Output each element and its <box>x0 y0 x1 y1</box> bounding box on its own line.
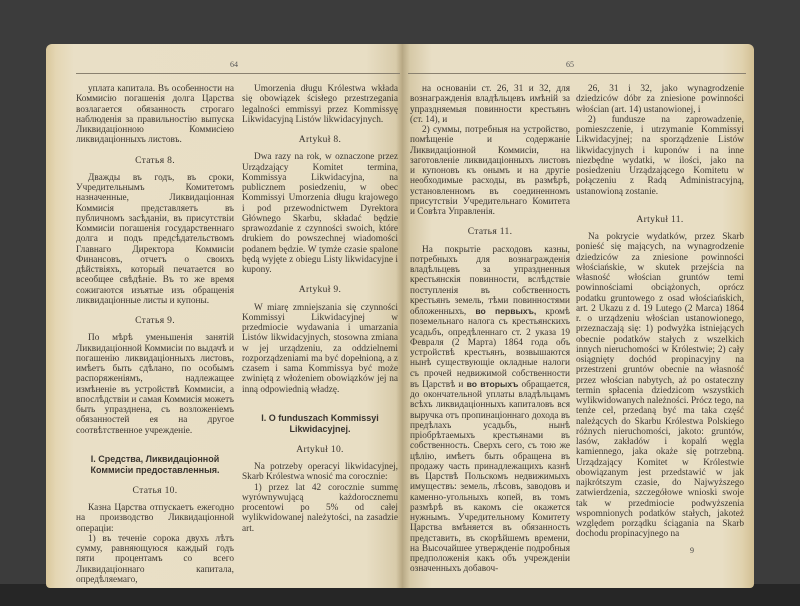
right-russian-column <box>410 84 570 575</box>
paragraph: уплата капитала. Въ особенности на Коммисію погашенія долга Царства возлагается обязанность строгаго наблюденія за правильностію выпуска Ликвидаціонною Коммисіею ликвидаціонныхъ листовъ. <box>76 84 234 146</box>
right-polish-column <box>576 84 744 540</box>
paragraph: Дважды въ годъ, въ сроки, Учредительнымъ Комитетомъ назначенные, Ликвидаціонная Коммисія представляетъ въ публичномъ засѣданіи, въ присутствіи Коммисіи погашенія государственнаго долга и подъ предсѣдательствомъ Главнаго Директора Коммисіи Финансовъ, отчетъ о своихъ дѣйствіяхъ, который печатается во всеобщее свѣдѣніе. Въ то же время сожигаются изъятые изъ обращенія ликвидаціонные листы и купоны. <box>76 172 234 306</box>
text-run: кромѣ поземельнаго налога съ крестьянскихъ усадьбъ, опредѣленнаго ст. 2 указа 19 Февраля (2 Марта) 1864 года объ устройствѣ крестьянъ, возвышаются нынѣ существующіе окладные налоги съ прочей недвижимой собственности въ Царствѣ и <box>410 307 570 390</box>
paragraph: 1) przez lat 42 corocznie summę wyrównywującą każdorocznemu procentowi po 5% od całej wylikwidowanej należytości, na zasadzie art. <box>242 482 398 534</box>
header-rule-left <box>76 73 400 74</box>
printer-signature-mark: 9 <box>690 546 694 555</box>
bold-text: во вторыхъ <box>466 378 519 389</box>
paragraph: W miarę zmniejszania się czynności Kommissyi Likwidacyjnej w przedmiocie wydawania i umarzania Listów likwidacyjnych, stosowna zmiana w jej urządzeniu, za oddzielnemi rozporządzeniami ma być dopełnioną, a z czasem i sama Kommissya być może zwiniętą z włożeniem obowiązków jej na inną odpowiednią władzę. <box>242 302 398 395</box>
page-number-right: 65 <box>566 60 574 69</box>
article-heading: Artykuł 11. <box>636 213 684 225</box>
header-rule-right <box>408 73 746 74</box>
section-heading: I. Средства, Ликвидаціонной Коммисіи предоставленныя. <box>90 453 220 475</box>
paragraph: 2) fundusze na zaprowadzenie, pomieszczenie, i utrzymanie Kommissyi Likwidacyjnej; na sporządzenie Listów likwidacyjnych i kuponów i na inne niezbędne wydatki, w ilości, jako na posiedzeniu Urządzającego Komitetu w połączeniu z Radą Administracyjną, ustanowioną zostanie. <box>576 114 744 197</box>
article-heading: Статья 9. <box>135 315 175 326</box>
bold-text: во первыхъ, <box>475 306 537 316</box>
text-run: обращается, до окончательной уплаты владѣльцамъ всѣхъ ликвидаціонныхъ капиталовъ вся выручка отъ пропинаціоннаго дохода въ предѣлахъ усадьбъ, нынѣ пріобрѣтаемыхъ крестьянами въ собственность. Сверхъ сего, съ тою же цѣлію, имѣетъ быть обращена въ продажу часть принадлежащихъ казнѣ въ Царствѣ Польскомъ недвижимыхъ имуществъ: земель, лѣсовъ, заводовъ и каменно-угольныхъ копей, въ томъ размѣрѣ въ какомъ сіе окажется нужнымъ. Учредительному Комитету Царства вмѣняется въ обязанность представить, въ скорѣйшемъ времени, на Высочайшее утвержденіе подробныя предположенія какъ объ учрежденіи означенныхъ добавоч- <box>410 379 570 575</box>
article-heading: Статья 11. <box>467 226 513 238</box>
text-run: На покрытіе расходовъ казны, потребныхъ для вознагражденія владѣльцевъ за упраздненныя крестьянскія повинности, вслѣдствіе поступленія въ собственность крестьянъ земель, тѣми повинностями обложенныхъ, <box>410 244 570 317</box>
left-polish-column <box>242 84 398 534</box>
paragraph: Umorzenia długu Królestwa wkłada się obowiązek ścisłego przestrzegania legalności emmissyi przez Kommissyę Likwidacyjną Listów likwidacyjnych. <box>242 84 398 125</box>
paragraph <box>410 245 570 575</box>
page-number-left: 64 <box>230 60 238 69</box>
article-heading: Artykuł 10. <box>296 443 344 455</box>
paragraph: 1) въ теченіе сорока двухъ лѣтъ сумму, равняющуюся каждый годъ пяти процентамъ со всего Ликвидаціоннаго капитала, опредѣляемаго, <box>76 533 234 585</box>
article-heading: Artykuł 9. <box>298 284 342 296</box>
paragraph: на основаніи ст. 26, 31 и 32, для вознагражденія владѣльцевъ имѣній за упраздняемыя повинности крестьянъ (ст. 14), и <box>410 84 570 125</box>
left-russian-column <box>76 84 234 585</box>
article-heading: Статья 10. <box>132 484 178 496</box>
article-heading: Статья 8. <box>135 154 175 166</box>
paragraph: Na pokrycie wydatków, przez Skarb ponieść się mających, na wynagrodzenie dziedziców za zniesione powinności włościańskie, w skutek przejścia na własność włościan gruntów temi powinnościami obciążonych, oprócz podatku gruntowego z osad włościańskich, art. 2 Ukazu z d. 19 Lutego (2 Marca) 1864 r. o urządzeniu włościan ustanowionego, przeznaczają się: 1) podwyżka istniejących obecnie podatków stałych z wszelkich innych nieruchomości w Królestwie; 2) cały osiągnięty dochód propinacyjny na przestrzeni gruntów obecnie na własność przez włościan nabytych, aż po ostateczny termin spłacenia dziedzicom wszystkich wylikwidowanych należności. Prócz tego, na tenże cel, przedaną być ma taka część należących do Skarbu Królestwa Polskiego różnych nieruchomości, jakoto: gruntów, lasów, zakładów i kopalń węgla kamiennego, jaka okaże się potrzebną. Urządzający Komitet w Królestwie obowiązanym jest przedstawić w jak najkrótszym czasie, do Najwyższego zatwierdzenia, szczegółowe wnioski swoje tak w przedmiocie podwyższenia wspomnionych podatków stałych, jakoteż względem porządku ściągania na Skarb dochodu propinacyjnego na <box>576 232 744 540</box>
section-heading: I. O funduszach Kommissyi Likwidacyjnej. <box>261 412 379 434</box>
paragraph: Казна Царства отпускаетъ ежегодно на производство Ликвидаціонной операціи: <box>76 503 234 534</box>
paragraph: 2) суммы, потребныя на устройство, помѣщеніе и содержаніе Ликвидаціонной Коммисіи, на заготовленіе ликвидаціонныхъ листовъ и купоновъ къ онымъ и на другіе необходимые расходы, въ размѣрѣ, установленномъ въ соединенномъ присутствіи Учредительнаго Комитета и Совѣта Управленія. <box>410 125 570 217</box>
paragraph: Na potrzeby operacyi likwidacyjnej, Skarb Królestwa wnosić ma corocznie: <box>242 462 398 483</box>
article-heading: Artykuł 8. <box>298 134 342 145</box>
paragraph: 26, 31 i 32, jako wynagrodzenie dziedziców dóbr za zniesione powinności włościan (art. 14) ustanowionej, i <box>576 84 744 115</box>
paragraph: Dwa razy na rok, w oznaczone przez Urządzający Komitet termina, Kommissya Likwidacyjna, na publicznem posiedzeniu, w obec Kommissyi Umorzenia długu krajowego i pod przewodnictwem Dyrektora Głównego Skarbu, składać będzie sprawozdanie z czynności swoich, które drukiem do powszechnej wiadomości podanem będzie. W tymże czasie spalone będą wyjęte z obiegu Listy likwidacyjne i kupony. <box>242 152 398 275</box>
paragraph: По мѣрѣ уменьшенія занятій Ликвидаціонной Коммисіи по выдачѣ и погашенію ликвидаціонныхъ листовъ, имѣетъ быть сдѣлано, по особымъ распоряженіямъ, надлежащее измѣненіе въ устройствѣ Коммисіи, а впослѣдствіи и самая Коммисія можетъ быть упразднена, съ возложеніемъ обязанностей ея на другое соотвѣтственное учрежденіе. <box>76 333 234 436</box>
